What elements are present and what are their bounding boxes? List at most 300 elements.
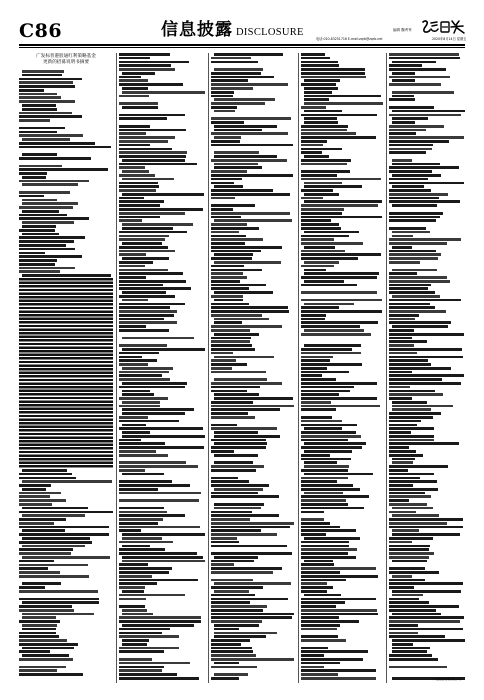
body-text-line	[211, 458, 295, 461]
body-text-line	[392, 159, 412, 162]
body-text-line	[211, 303, 249, 306]
body-text-line	[301, 495, 369, 498]
body-text-line	[389, 76, 450, 79]
body-text-line	[389, 155, 465, 158]
body-text-line	[211, 189, 273, 192]
body-text-line	[304, 329, 364, 332]
body-text-line	[304, 269, 326, 272]
article-columns	[19, 53, 465, 683]
body-text-line	[389, 522, 447, 525]
body-text-line	[301, 511, 324, 514]
column-5	[389, 53, 465, 683]
body-text-line	[389, 208, 465, 211]
body-text-line	[122, 393, 154, 396]
section-title-chinese: 信息披露	[161, 20, 233, 40]
body-text-line	[211, 518, 250, 521]
body-text-line	[304, 261, 339, 264]
body-text-line	[122, 367, 173, 370]
body-text-line	[301, 639, 346, 642]
body-text-line	[214, 378, 267, 381]
body-text-line	[304, 185, 362, 188]
body-text-line	[211, 650, 253, 653]
body-text-line	[211, 371, 266, 374]
body-text-line	[304, 427, 342, 430]
body-text-line	[119, 594, 185, 597]
body-text-line	[211, 269, 262, 272]
body-text-line	[301, 299, 382, 302]
body-text-line	[119, 83, 183, 86]
body-text-line	[119, 246, 168, 249]
body-text-line	[211, 216, 241, 219]
body-text-line	[389, 178, 428, 181]
body-text-line	[389, 424, 417, 427]
body-text-line	[211, 575, 295, 578]
body-text-line	[19, 172, 47, 175]
body-text-line	[304, 450, 352, 453]
body-text-line	[214, 503, 264, 506]
body-text-line	[119, 446, 204, 449]
body-text-line	[389, 321, 451, 324]
body-text-line	[214, 488, 263, 491]
body-text-line	[211, 344, 252, 347]
body-text-line	[389, 465, 448, 468]
body-text-line	[211, 677, 239, 680]
body-text-line	[301, 624, 340, 627]
body-text-line	[389, 144, 433, 147]
body-text-line	[119, 79, 148, 82]
body-text-line	[19, 96, 61, 99]
body-text-line	[122, 590, 144, 593]
body-text-line	[301, 408, 336, 411]
body-text-line	[389, 197, 439, 200]
body-text-line	[389, 484, 413, 487]
body-text-line	[301, 666, 324, 669]
body-text-line	[301, 318, 325, 321]
body-text-line	[122, 424, 146, 427]
body-text-line	[211, 102, 265, 105]
body-text-line	[389, 518, 463, 521]
body-text-line	[119, 439, 141, 442]
body-text-line	[22, 582, 61, 585]
body-text-line	[211, 212, 290, 215]
body-text-line	[301, 306, 339, 309]
body-text-line	[122, 431, 150, 434]
body-text-line	[211, 579, 253, 582]
body-text-line	[119, 650, 164, 653]
body-text-line	[122, 257, 169, 260]
body-text-line	[214, 442, 267, 445]
body-text-line	[19, 214, 67, 217]
body-text-line	[19, 252, 45, 255]
body-text-line	[119, 616, 201, 619]
body-text-line	[214, 632, 277, 635]
body-text-line	[301, 178, 381, 181]
body-text-line	[211, 647, 252, 650]
body-text-line	[119, 503, 205, 506]
body-text-line	[301, 276, 377, 279]
body-text-line	[119, 61, 189, 64]
body-text-line	[301, 253, 381, 256]
body-text-line	[19, 522, 54, 525]
body-text-line	[389, 98, 415, 101]
body-text-line	[119, 151, 187, 154]
body-text-line	[214, 333, 259, 336]
body-text-line	[19, 518, 66, 521]
publication-date: 2020年8月14日 星期五	[432, 37, 467, 41]
body-text-line	[19, 669, 57, 672]
body-text-line	[304, 473, 373, 476]
body-text-line	[211, 132, 288, 135]
body-text-line	[214, 461, 253, 464]
body-text-line	[19, 590, 98, 593]
body-text-line	[301, 208, 344, 211]
body-text-line	[389, 291, 435, 294]
body-text-line	[389, 601, 429, 604]
body-text-line	[122, 412, 185, 415]
body-text-line	[119, 563, 148, 566]
body-text-line	[301, 616, 339, 619]
body-text-line	[301, 144, 323, 147]
body-text-line	[389, 261, 420, 264]
body-text-line	[392, 613, 441, 616]
body-text-line	[119, 666, 164, 669]
body-text-line	[389, 344, 414, 347]
body-text-line	[119, 507, 164, 510]
body-text-line	[301, 469, 348, 472]
body-text-line	[301, 412, 383, 415]
body-text-line	[301, 575, 378, 578]
body-text-line	[211, 325, 282, 328]
body-text-line	[301, 567, 376, 570]
body-text-line	[389, 310, 446, 313]
body-text-line	[389, 348, 462, 351]
body-text-line	[211, 367, 232, 370]
body-text-line	[119, 314, 174, 317]
body-text-line	[19, 112, 72, 115]
body-text-line	[392, 246, 412, 249]
body-text-line	[301, 125, 348, 128]
body-text-line	[19, 229, 55, 232]
body-text-line	[19, 131, 57, 134]
body-text-line	[119, 620, 201, 623]
body-text-line	[19, 206, 73, 209]
body-text-line	[19, 567, 48, 570]
body-text-line	[389, 673, 465, 676]
body-text-line	[119, 208, 203, 211]
body-text-line	[122, 545, 150, 548]
body-text-line	[119, 450, 156, 453]
body-text-line	[119, 114, 185, 117]
body-text-line	[19, 165, 62, 168]
body-text-line	[119, 654, 205, 657]
body-text-line	[389, 102, 465, 105]
body-text-line	[211, 246, 282, 249]
body-text-line	[389, 64, 422, 67]
body-text-line	[19, 662, 113, 665]
body-text-line	[389, 427, 434, 430]
body-text-line	[389, 83, 441, 86]
body-text-line	[301, 552, 348, 555]
body-text-line	[389, 132, 416, 135]
body-text-line	[389, 57, 460, 60]
body-text-line	[389, 632, 418, 635]
body-text-line	[214, 68, 263, 71]
body-text-line	[211, 72, 261, 75]
body-text-line	[304, 537, 360, 540]
header-rule-secondary	[19, 47, 465, 48]
body-text-line	[22, 225, 56, 228]
body-text-line	[119, 647, 179, 650]
body-text-line	[119, 416, 148, 419]
body-text-line	[304, 442, 366, 445]
body-text-line	[119, 110, 205, 113]
body-text-line	[214, 431, 258, 434]
body-text-line	[119, 329, 169, 332]
body-text-line	[301, 72, 365, 75]
body-text-line	[122, 609, 147, 612]
body-text-line	[304, 231, 359, 234]
contact-info: 电话:010-83251716 E-mail:zqrb@zqrb.net	[316, 37, 383, 41]
body-text-line	[211, 545, 287, 548]
body-text-line	[22, 176, 46, 179]
body-text-line	[389, 253, 441, 256]
body-text-line	[211, 416, 255, 419]
body-text-line	[301, 61, 338, 64]
body-text-line	[19, 575, 89, 578]
body-text-line	[119, 514, 185, 517]
body-text-line	[301, 662, 340, 665]
body-text-line	[301, 57, 330, 60]
body-text-line	[211, 140, 240, 143]
body-text-line	[119, 129, 186, 132]
body-text-line	[389, 333, 464, 336]
body-text-line	[22, 654, 69, 657]
body-text-line	[214, 185, 243, 188]
body-text-line	[301, 533, 326, 536]
body-text-line	[304, 492, 343, 495]
body-text-line	[389, 337, 412, 340]
body-text-line	[119, 68, 175, 71]
body-text-line	[389, 242, 447, 245]
body-text-line	[211, 548, 295, 551]
body-text-line	[211, 408, 280, 411]
body-text-line	[211, 57, 251, 60]
body-text-line	[119, 95, 149, 98]
body-text-line	[119, 333, 205, 336]
body-text-line	[389, 420, 421, 423]
body-text-line	[301, 507, 364, 510]
body-text-line	[304, 193, 339, 196]
body-text-line	[211, 121, 244, 124]
body-text-line	[392, 529, 419, 532]
body-text-line	[119, 669, 162, 672]
body-text-line	[119, 378, 170, 381]
body-text-line	[389, 129, 426, 132]
body-text-line	[119, 155, 186, 158]
body-text-line	[211, 522, 294, 525]
body-text-line	[119, 344, 167, 347]
body-text-line	[119, 303, 185, 306]
section-title-english: DISCLOSURE	[236, 27, 304, 38]
body-text-line	[119, 321, 177, 324]
body-text-line	[19, 180, 89, 183]
body-text-line	[22, 74, 62, 77]
body-text-line	[119, 272, 183, 275]
body-text-line	[301, 170, 350, 173]
masthead-logo	[421, 19, 467, 35]
body-text-line	[214, 125, 277, 128]
body-text-line	[19, 115, 82, 118]
body-text-line	[119, 662, 190, 665]
body-text-line	[211, 242, 245, 245]
body-text-line	[119, 125, 150, 128]
body-text-line	[119, 484, 190, 487]
body-text-line	[389, 170, 432, 173]
body-text-line	[389, 541, 412, 544]
body-text-line	[119, 582, 157, 585]
body-text-line	[392, 204, 437, 207]
body-text-line	[211, 514, 279, 517]
body-text-line	[211, 492, 258, 495]
body-text-line	[211, 170, 247, 173]
body-text-line	[301, 579, 346, 582]
body-text-line	[19, 149, 113, 152]
body-text-line	[214, 163, 258, 166]
body-text-line	[19, 632, 56, 635]
body-text-line	[389, 624, 418, 627]
body-text-line	[22, 183, 78, 186]
body-text-line	[211, 537, 237, 540]
body-text-line	[389, 276, 447, 279]
body-text-line	[389, 250, 436, 253]
body-text-line	[211, 178, 242, 181]
body-text-line	[211, 265, 244, 268]
body-text-line	[211, 382, 282, 385]
body-text-line	[119, 492, 201, 495]
body-text-line	[389, 280, 450, 283]
body-text-line	[301, 420, 342, 423]
body-text-line	[119, 235, 169, 238]
body-text-line	[211, 197, 235, 200]
body-text-line	[301, 321, 378, 324]
body-text-line	[211, 295, 243, 298]
body-text-line	[301, 439, 348, 442]
body-text-line	[19, 639, 67, 642]
body-text-line	[122, 382, 187, 385]
body-text-line	[389, 609, 436, 612]
body-text-line	[304, 98, 329, 101]
body-text-line	[211, 95, 233, 98]
body-text-line	[211, 571, 273, 574]
body-text-line	[389, 386, 410, 389]
body-text-line	[392, 590, 461, 593]
body-text-line	[19, 594, 113, 597]
body-text-line	[304, 200, 382, 203]
body-text-line	[301, 227, 341, 230]
body-text-line	[389, 480, 437, 483]
body-text-line	[389, 495, 431, 498]
body-text-line	[122, 72, 155, 75]
body-text-line	[301, 223, 339, 226]
body-text-line	[119, 102, 158, 105]
body-text-line	[22, 624, 57, 627]
body-text-line	[389, 53, 459, 56]
body-text-line	[19, 78, 82, 81]
body-text-line	[389, 68, 446, 71]
body-text-line	[19, 89, 44, 92]
body-text-line	[19, 552, 71, 555]
body-text-line	[301, 529, 356, 532]
body-text-line	[301, 367, 327, 370]
body-text-line	[301, 265, 334, 268]
body-text-line	[214, 635, 266, 638]
body-text-line	[122, 348, 205, 351]
body-text-line	[389, 200, 460, 203]
body-text-line	[19, 560, 54, 563]
body-text-line	[304, 465, 349, 468]
body-text-line	[211, 352, 233, 355]
body-text-line	[392, 121, 415, 124]
body-text-line	[389, 125, 444, 128]
body-text-line	[389, 439, 434, 442]
body-text-line	[301, 356, 333, 359]
body-text-line	[22, 529, 65, 532]
body-text-line	[389, 435, 434, 438]
body-text-line	[211, 567, 282, 570]
body-text-line	[301, 114, 377, 117]
body-text-line	[122, 87, 148, 90]
body-text-line	[389, 148, 432, 151]
body-text-line	[122, 408, 194, 411]
body-text-line	[119, 605, 145, 608]
body-text-line	[211, 405, 294, 408]
body-text-line	[389, 182, 464, 185]
body-text-line	[119, 586, 145, 589]
body-text-line	[119, 526, 200, 529]
body-text-line	[392, 295, 440, 298]
body-text-line	[19, 191, 70, 194]
body-text-line	[122, 390, 150, 393]
body-text-line	[119, 269, 168, 272]
body-text-line	[119, 397, 168, 400]
body-text-line	[392, 174, 441, 177]
body-text-line	[211, 204, 255, 207]
body-text-line	[301, 654, 324, 657]
body-text-line	[22, 199, 57, 202]
body-text-line	[214, 253, 253, 256]
body-text-line	[119, 182, 158, 185]
body-text-line	[301, 484, 353, 487]
body-text-line	[389, 412, 441, 415]
body-text-line	[211, 412, 248, 415]
body-text-line	[119, 287, 191, 290]
body-text-line	[211, 427, 277, 430]
body-text-line	[392, 594, 423, 597]
body-text-line	[22, 274, 111, 277]
body-text-line	[389, 352, 417, 355]
body-text-line	[392, 95, 414, 98]
body-text-line	[119, 454, 168, 457]
body-text-line	[389, 477, 420, 480]
body-text-line	[304, 280, 344, 283]
body-text-line	[301, 53, 325, 56]
body-text-line	[211, 613, 294, 616]
body-text-line	[304, 594, 341, 597]
body-text-line	[119, 57, 150, 60]
body-text-line	[119, 673, 177, 676]
body-text-line	[301, 571, 340, 574]
body-text-line	[211, 280, 240, 283]
